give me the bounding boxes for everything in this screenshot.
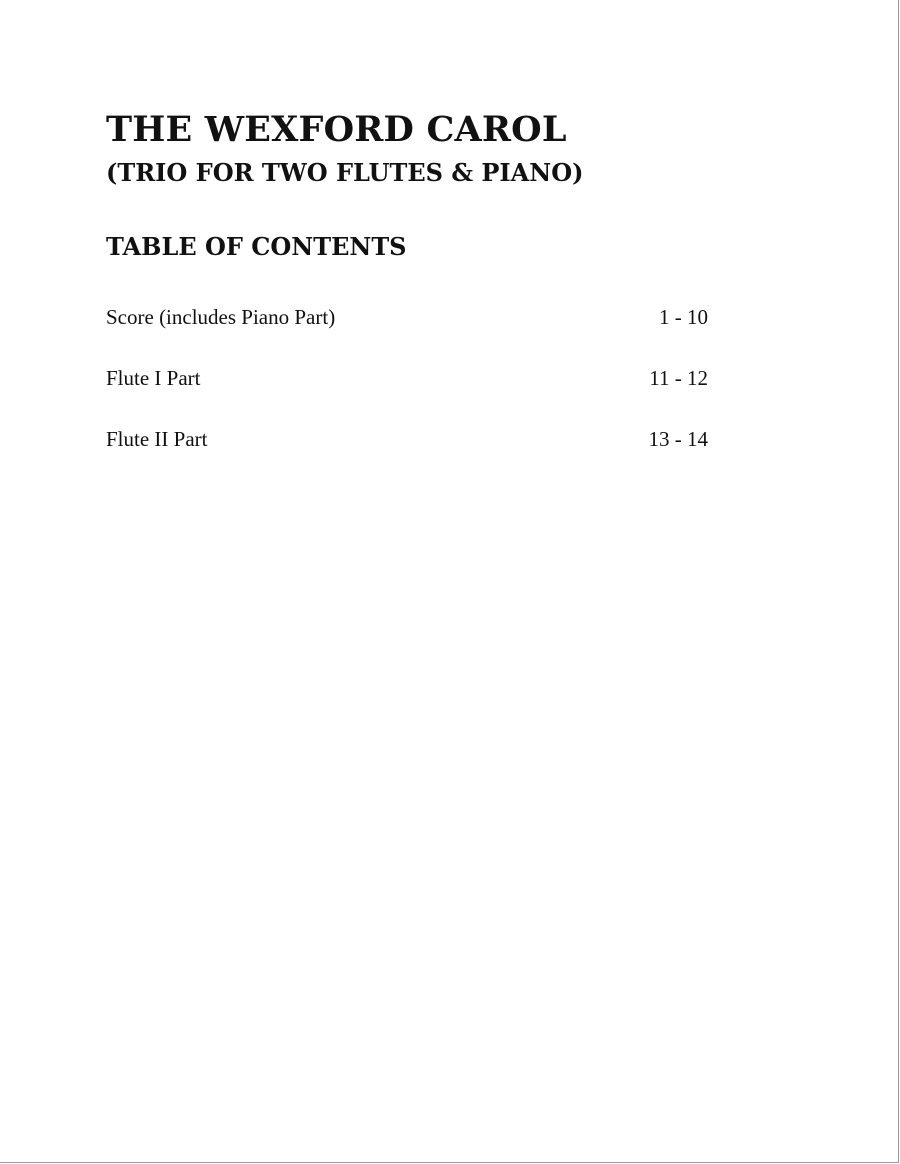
- document-title: THE WEXFORD CAROL: [106, 109, 567, 150]
- toc-row-score: [106, 300, 708, 361]
- document-subtitle: (TRIO FOR TWO FLUTES & PIANO): [106, 158, 584, 187]
- toc-entry-label: Flute II Part: [106, 427, 208, 451]
- toc-page-range: 13 - 14: [648, 427, 708, 451]
- toc-row-flute-2: [106, 422, 708, 483]
- toc-heading: TABLE OF CONTENTS: [106, 232, 407, 261]
- toc-row-flute-1: [106, 361, 708, 422]
- table-of-contents: [106, 300, 708, 483]
- toc-entry-label: Score (includes Piano Part): [106, 305, 336, 329]
- toc-entry-label: Flute I Part: [106, 366, 201, 390]
- toc-page-range: 11 - 12: [649, 366, 708, 390]
- toc-page-range: 1 - 10: [659, 305, 708, 329]
